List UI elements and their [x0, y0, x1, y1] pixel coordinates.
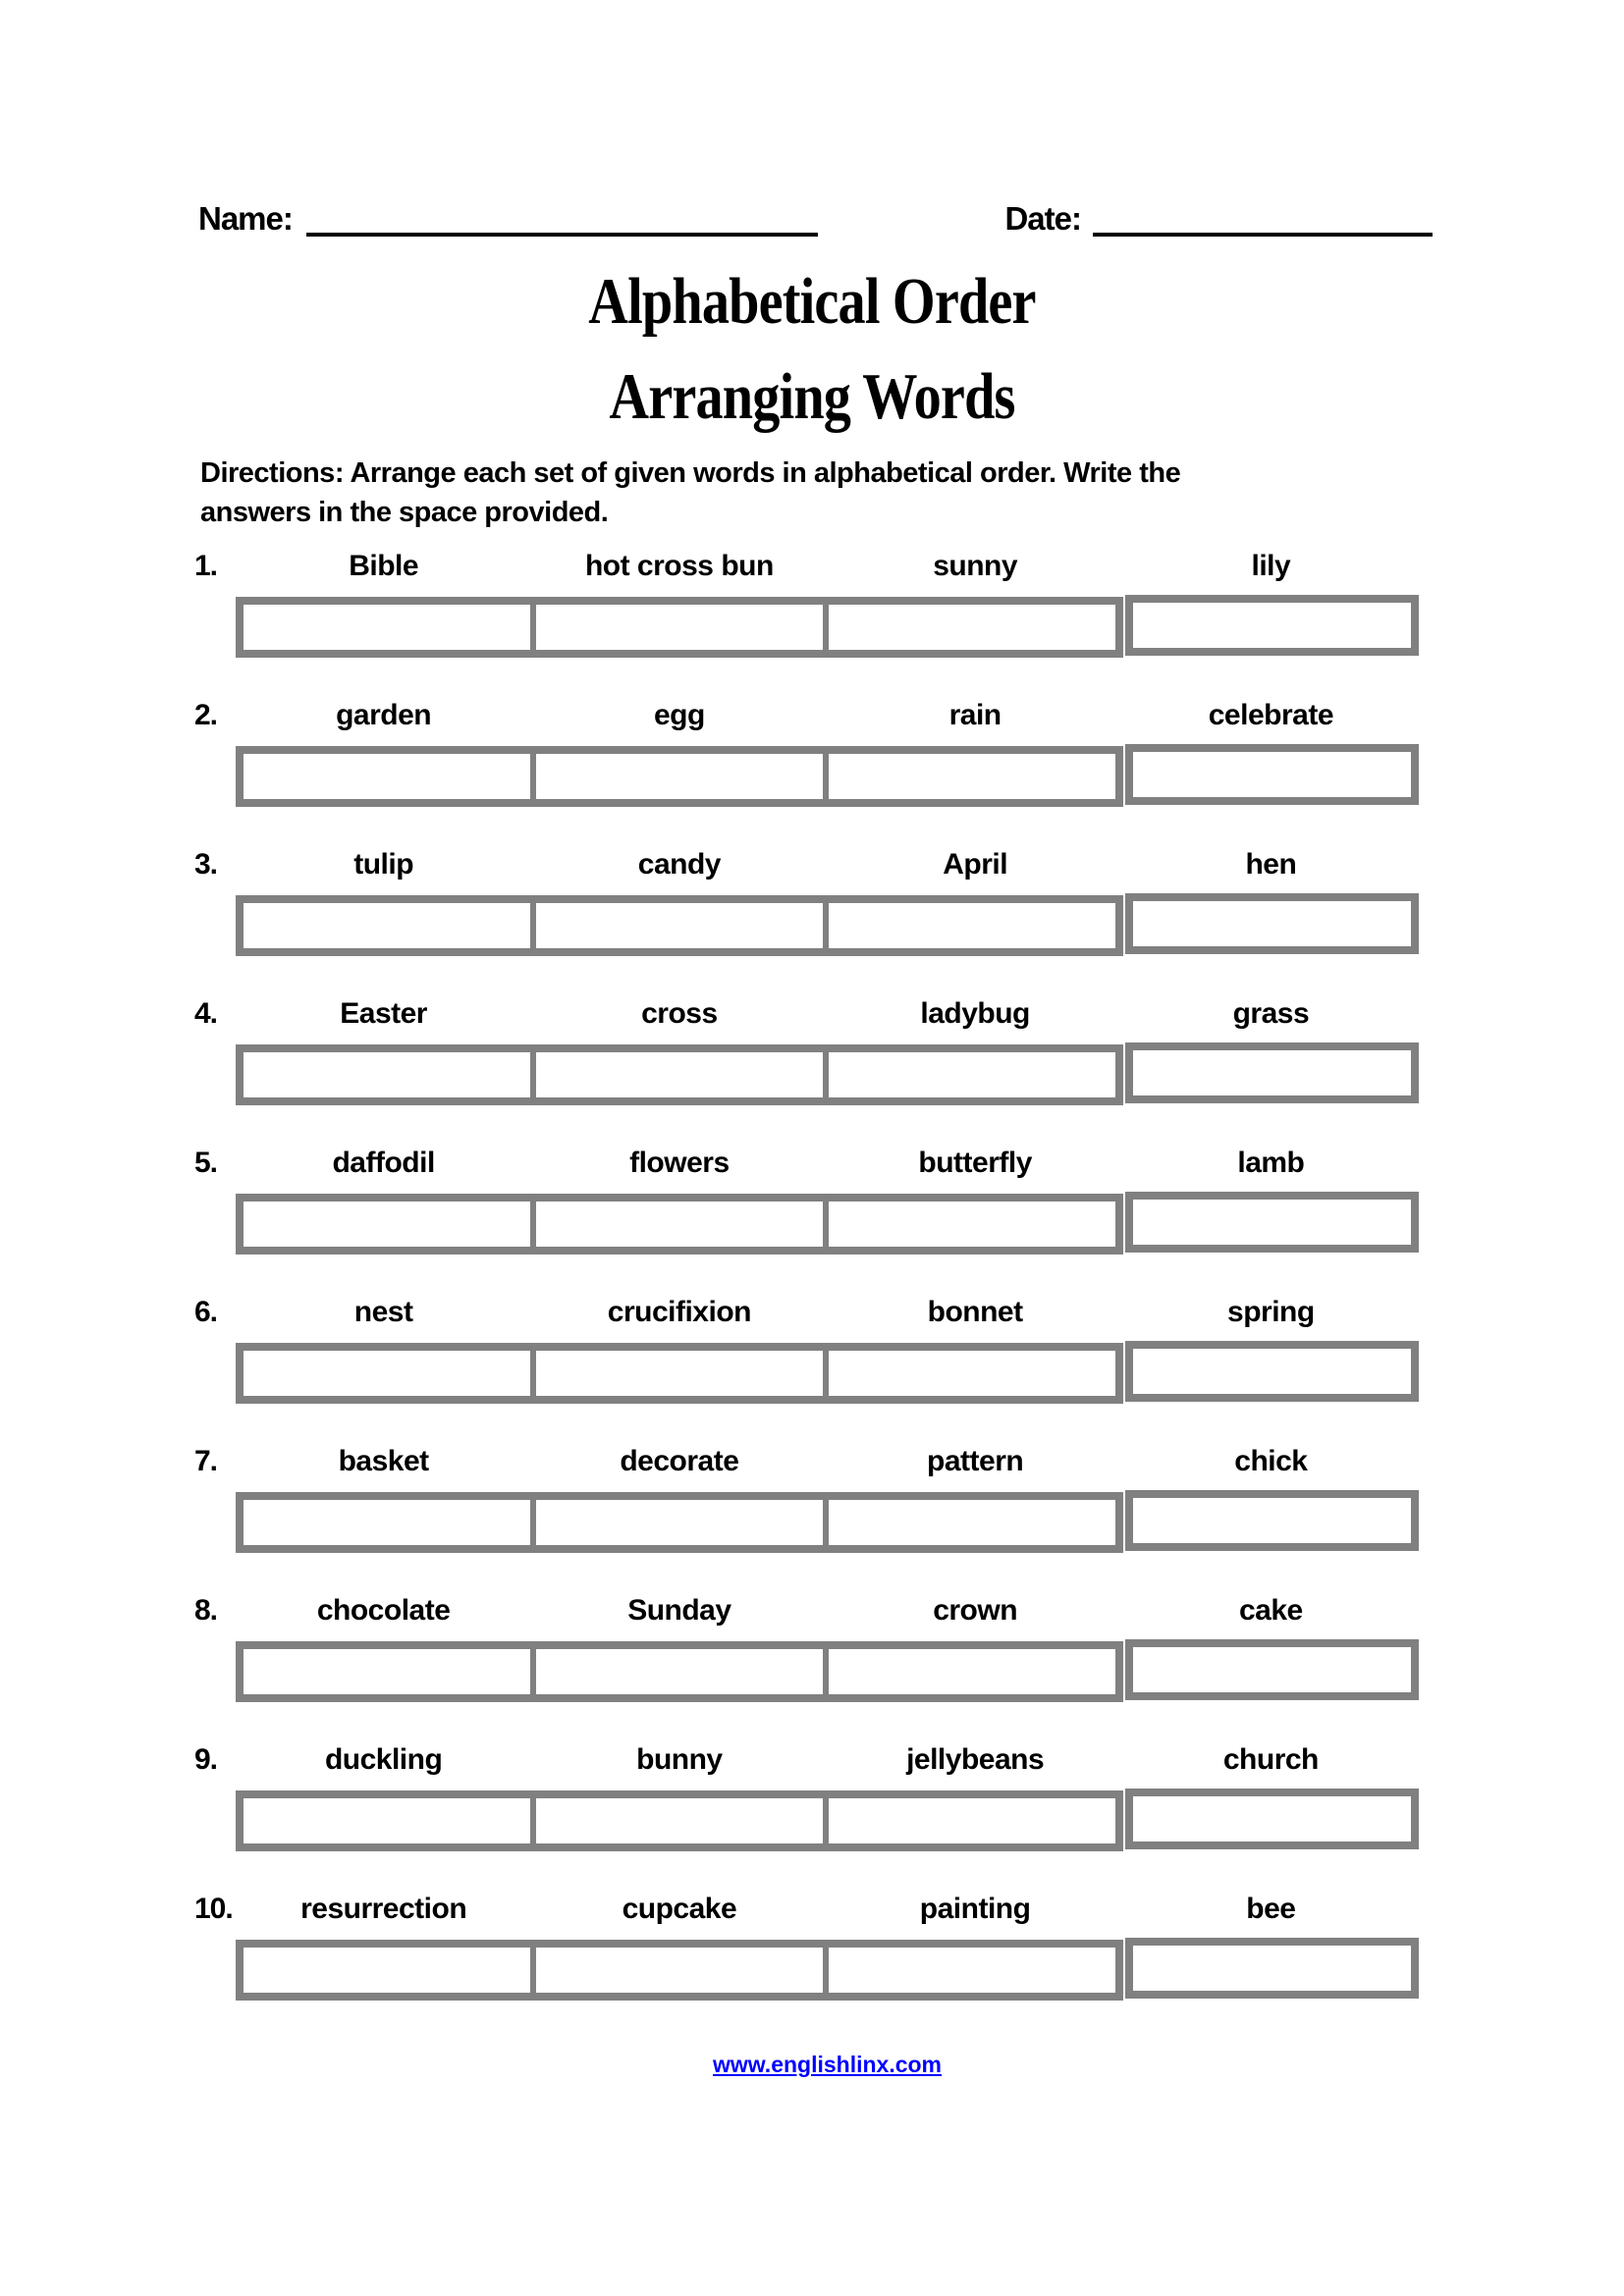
answer-cell[interactable] — [530, 1649, 823, 1694]
title-line-2: Arranging Words — [609, 360, 1015, 433]
word-label: crucifixion — [607, 1296, 751, 1328]
answer-cell[interactable] — [244, 1351, 530, 1396]
answer-cell[interactable] — [244, 1052, 530, 1097]
word-label: candy — [637, 848, 721, 881]
answer-cell[interactable] — [244, 1798, 530, 1843]
exercise-row — [194, 547, 1419, 696]
answer-box-group — [236, 597, 1123, 658]
word-label: Sunday — [627, 1594, 731, 1627]
answer-cell[interactable] — [244, 1201, 530, 1247]
word-label: rain — [948, 699, 1001, 731]
word-label: pattern — [927, 1445, 1024, 1477]
word-label: garden — [336, 699, 432, 731]
word-line — [236, 1293, 1419, 1340]
word-label: grass — [1232, 997, 1310, 1030]
answer-cell[interactable] — [530, 1052, 823, 1097]
word-label: lamb — [1237, 1147, 1305, 1179]
word-label: cupcake — [622, 1893, 737, 1925]
word-label: celebrate — [1208, 699, 1333, 731]
item-number: 2. — [194, 699, 218, 731]
answer-strip — [236, 1194, 1419, 1255]
word-label: Bible — [349, 550, 419, 582]
answer-strip — [236, 1940, 1419, 2001]
word-line — [236, 1591, 1419, 1638]
item-number: 9. — [194, 1743, 218, 1776]
answer-cell[interactable] — [1125, 1192, 1419, 1253]
item-number: 3. — [194, 848, 218, 881]
page-title — [130, 254, 1493, 445]
answer-strip — [236, 1790, 1419, 1851]
exercise-row — [194, 1293, 1419, 1442]
item-number: 10. — [194, 1893, 233, 1925]
exercise-row — [194, 994, 1419, 1144]
word-label: decorate — [620, 1445, 739, 1477]
word-line — [236, 696, 1419, 743]
exercise-row — [194, 1442, 1419, 1591]
answer-cell[interactable] — [530, 1500, 823, 1545]
answer-box-group — [236, 1940, 1123, 2001]
answer-cell[interactable] — [244, 605, 530, 650]
word-label: ladybug — [920, 997, 1030, 1030]
answer-cell[interactable] — [823, 1201, 1115, 1247]
word-label: bunny — [636, 1743, 723, 1776]
answer-strip — [236, 597, 1419, 658]
date-blank-line[interactable] — [1093, 207, 1433, 237]
name-blank-line[interactable] — [306, 207, 818, 237]
answer-cell[interactable] — [823, 1798, 1115, 1843]
word-line — [236, 1144, 1419, 1191]
answer-cell[interactable] — [530, 1201, 823, 1247]
word-label: duckling — [324, 1743, 443, 1776]
word-label: sunny — [933, 550, 1018, 582]
answer-cell[interactable] — [823, 1500, 1115, 1545]
word-label: bee — [1246, 1893, 1296, 1925]
answer-cell[interactable] — [823, 754, 1115, 799]
answer-strip — [236, 1343, 1419, 1404]
answer-box-group — [236, 1790, 1123, 1851]
answer-strip — [236, 895, 1419, 956]
answer-box-group — [236, 1343, 1123, 1404]
word-label: butterfly — [918, 1147, 1032, 1179]
item-number: 1. — [194, 550, 218, 582]
word-label: spring — [1227, 1296, 1315, 1328]
directions-line-2: answers in the space provided. — [200, 497, 609, 528]
answer-cell[interactable] — [1125, 1490, 1419, 1551]
answer-cell[interactable] — [1125, 1789, 1419, 1849]
date-label: Date: — [1004, 200, 1081, 237]
answer-box-group — [236, 1641, 1123, 1702]
item-number: 7. — [194, 1445, 218, 1477]
word-label: jellybeans — [906, 1743, 1045, 1776]
answer-cell[interactable] — [530, 754, 823, 799]
item-number: 4. — [194, 997, 218, 1030]
answer-cell[interactable] — [823, 605, 1115, 650]
word-line — [236, 1442, 1419, 1489]
word-line — [236, 1890, 1419, 1937]
word-line — [236, 547, 1419, 594]
word-label: resurrection — [300, 1893, 467, 1925]
directions-text — [200, 454, 1344, 532]
exercise-row — [194, 1740, 1419, 1890]
answer-cell[interactable] — [1125, 1341, 1419, 1402]
word-label: cake — [1239, 1594, 1303, 1627]
word-label: flowers — [629, 1147, 730, 1179]
answer-box-group — [236, 746, 1123, 807]
answer-strip — [236, 1044, 1419, 1105]
answer-cell[interactable] — [530, 605, 823, 650]
answer-cell[interactable] — [1125, 1042, 1419, 1103]
word-line — [236, 994, 1419, 1041]
title-line-1: Alphabetical Order — [588, 265, 1036, 338]
exercise-row — [194, 696, 1419, 845]
answer-cell[interactable] — [530, 1948, 823, 1993]
exercise-row — [194, 1591, 1419, 1740]
word-line — [236, 1740, 1419, 1788]
answer-cell[interactable] — [823, 1052, 1115, 1097]
name-label: Name: — [198, 200, 293, 237]
word-label: chocolate — [316, 1594, 451, 1627]
item-number: 8. — [194, 1594, 218, 1627]
answer-cell[interactable] — [823, 1948, 1115, 1993]
word-label: April — [943, 848, 1008, 881]
answer-strip — [236, 1492, 1419, 1553]
word-label: bonnet — [927, 1296, 1023, 1328]
header — [198, 0, 1433, 237]
word-label: nest — [353, 1296, 413, 1328]
answer-box-group — [236, 1044, 1123, 1105]
word-label: cross — [641, 997, 718, 1030]
answer-cell[interactable] — [1125, 595, 1419, 656]
answer-cell[interactable] — [1125, 1938, 1419, 1999]
answer-cell[interactable] — [1125, 893, 1419, 954]
answer-box-group — [236, 895, 1123, 956]
answer-cell[interactable] — [244, 754, 530, 799]
word-label: Easter — [340, 997, 427, 1030]
word-label: egg — [653, 699, 705, 731]
answer-cell[interactable] — [1125, 744, 1419, 805]
answer-cell[interactable] — [530, 903, 823, 948]
englishlinx-link[interactable]: www.englishlinx.com — [712, 2052, 943, 2077]
word-label: chick — [1234, 1445, 1308, 1477]
answer-cell[interactable] — [530, 1351, 823, 1396]
exercise-list — [0, 547, 1624, 2039]
answer-box-group — [236, 1194, 1123, 1255]
answer-cell[interactable] — [244, 1649, 530, 1694]
answer-strip — [236, 1641, 1419, 1702]
word-label: hen — [1245, 848, 1297, 881]
answer-cell[interactable] — [823, 1649, 1115, 1694]
word-label: tulip — [353, 848, 414, 881]
word-label: hot cross bun — [584, 550, 774, 582]
answer-cell[interactable] — [530, 1798, 823, 1843]
answer-cell[interactable] — [244, 1948, 530, 1993]
word-label: crown — [933, 1594, 1018, 1627]
exercise-row — [194, 845, 1419, 994]
word-label: church — [1222, 1743, 1319, 1776]
answer-strip — [236, 746, 1419, 807]
word-label: daffodil — [332, 1147, 435, 1179]
item-number: 5. — [194, 1147, 218, 1179]
answer-box-group — [236, 1492, 1123, 1553]
answer-cell[interactable] — [1125, 1639, 1419, 1700]
footer — [236, 2052, 1419, 2078]
answer-cell[interactable] — [244, 903, 530, 948]
word-label: basket — [338, 1445, 429, 1477]
word-label: painting — [919, 1893, 1031, 1925]
answer-cell[interactable] — [823, 903, 1115, 948]
item-number: 6. — [194, 1296, 218, 1328]
word-line — [236, 845, 1419, 892]
answer-cell[interactable] — [244, 1500, 530, 1545]
exercise-row — [194, 1890, 1419, 2039]
directions-line-1: Directions: Arrange each set of given words in alphabetical order. Write the — [200, 457, 1181, 489]
answer-cell[interactable] — [823, 1351, 1115, 1396]
word-label: lily — [1251, 550, 1291, 582]
exercise-row — [194, 1144, 1419, 1293]
